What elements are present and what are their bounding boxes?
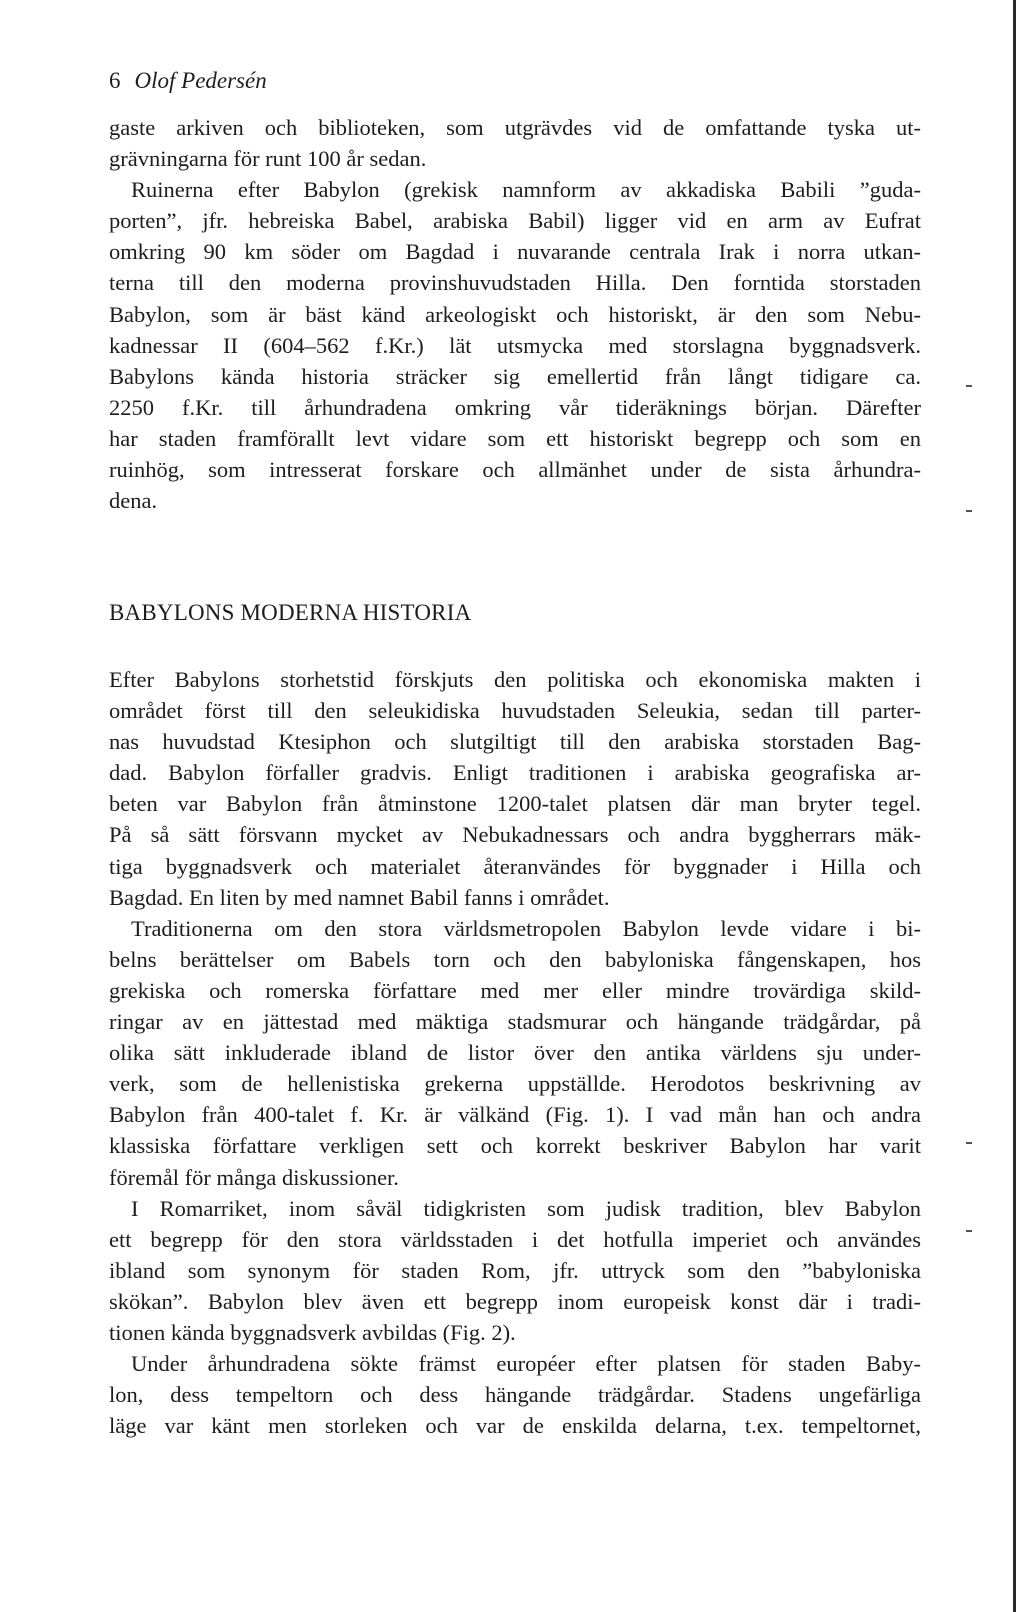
text-line: kadnessar II (604–562 f.Kr.) lät utsmycka med storslagna byggnadsverk. [109,332,921,358]
text-line: beten var Babylon från åtminstone 1200-talet platsen där man bryter tegel. [109,791,921,817]
text-line: nas huvudstad Ktesiphon och slutgiltigt till den arabiska storstaden Bag- [109,729,921,755]
text-line: ringar av en jättestad med mäktiga stadsmurar och hängande trädgårdar, på [109,1009,921,1035]
text-line: tiga byggnadsverk och materialet återanvändes för byggnader i Hilla och [109,853,921,879]
text-line: 2250 f.Kr. till århundradena omkring vår tideräknings början. Därefter [109,394,921,420]
text-line: läge var känt men storleken och var de enskilda delarna, t.ex. tempeltornet, [109,1413,921,1439]
text-line: porten”, jfr. hebreiska Babel, arabiska Babil) ligger vid en arm av Eufrat [109,208,921,234]
text-line: Babylon, som är bäst känd arkeologiskt och historiskt, är den som Nebu- [109,301,921,327]
section-heading: BABYLONS MODERNA HISTORIA [109,600,472,625]
text-line: föremål för många diskussioner. [109,1164,399,1190]
text-line: terna till den moderna provinshuvudstaden Hilla. Den forntida storstaden [109,270,921,296]
text-line: Traditionerna om den stora världsmetropolen Babylon levde vidare i bi- [131,915,921,941]
text-line: har staden framförallt levt vidare som ett historiskt begrepp och som en [109,425,921,451]
text-line: lon, dess tempeltorn och dess hängande trädgårdar. Stadens ungefärliga [109,1382,921,1408]
margin-mark [966,1142,972,1144]
margin-mark [966,1230,972,1232]
text-line: grekiska och romerska författare med mer eller mindre trovärdiga skild- [109,977,921,1003]
text-line: Babylon från 400-talet f. Kr. är välkänd (Fig. 1). I vad mån han och andra [109,1102,921,1128]
text-line: Bagdad. En liten by med namnet Babil fanns i området. [109,884,610,910]
text-line: dena. [109,488,158,514]
text-line: olika sätt inkluderade ibland de listor över den antika världens sju under- [109,1040,921,1066]
history-paragraphs [109,664,921,1441]
text-line: I Romarriket, inom såväl tidigkristen som judisk tradition, blev Babylon [131,1195,921,1221]
text-line: ibland som synonym för staden Rom, jfr. uttryck som den ”babyloniska [109,1257,921,1283]
text-line: gaste arkiven och biblioteken, som utgrävdes vid de omfattande tyska ut- [109,115,921,140]
text-line: dad. Babylon förfaller gradvis. Enligt traditionen i arabiska geografiska ar- [109,760,921,786]
margin-mark [966,385,972,387]
intro-paragraphs [109,112,921,516]
page-number: 6 [109,68,121,93]
text-line: Efter Babylons storhetstid förskjuts den politiska och ekonomiska makten i [109,667,921,692]
text-line: grävningarna för runt 100 år sedan. [109,146,427,172]
text-line: området först till den seleukidiska huvudstaden Seleukia, sedan till parter- [109,698,921,724]
text-line: Ruinerna efter Babylon (grekisk namnform av akkadiska Babili ”guda- [131,177,921,203]
margin-mark [966,510,972,512]
text-line: Babylons kända historia sträcker sig emellertid från långt tidigare ca. [109,363,921,389]
text-line: ett begrepp för den stora världsstaden i det hotfulla imperiet och användes [109,1226,921,1252]
text-line: skökan”. Babylon blev även ett begrepp inom europeisk konst där i tradi- [109,1288,921,1314]
text-line: verk, som de hellenistiska grekerna uppställde. Herodotos beskrivning av [109,1071,921,1097]
text-line: omkring 90 km söder om Bagdad i nuvarande centrala Irak i norra utkan- [109,239,921,265]
page-edge-rule [1013,0,1016,1612]
running-head [109,66,267,96]
text-line: tionen kända byggnadsverk avbildas (Fig. 2). [109,1319,516,1345]
text-line: belns berättelser om Babels torn och den babyloniska fångenskapen, hos [109,946,921,972]
text-line: Under århundradena sökte främst européer efter platsen för staden Baby- [131,1351,921,1377]
text-line: klassiska författare verkligen sett och korrekt beskriver Babylon har varit [109,1133,921,1159]
text-line: ruinhög, som intresserat forskare och allmänhet under de sista århundra- [109,457,921,483]
text-line: På så sätt försvann mycket av Nebukadnessars och andra byggherrars mäk- [109,822,921,848]
author-name: Olof Pedersén [134,68,267,93]
